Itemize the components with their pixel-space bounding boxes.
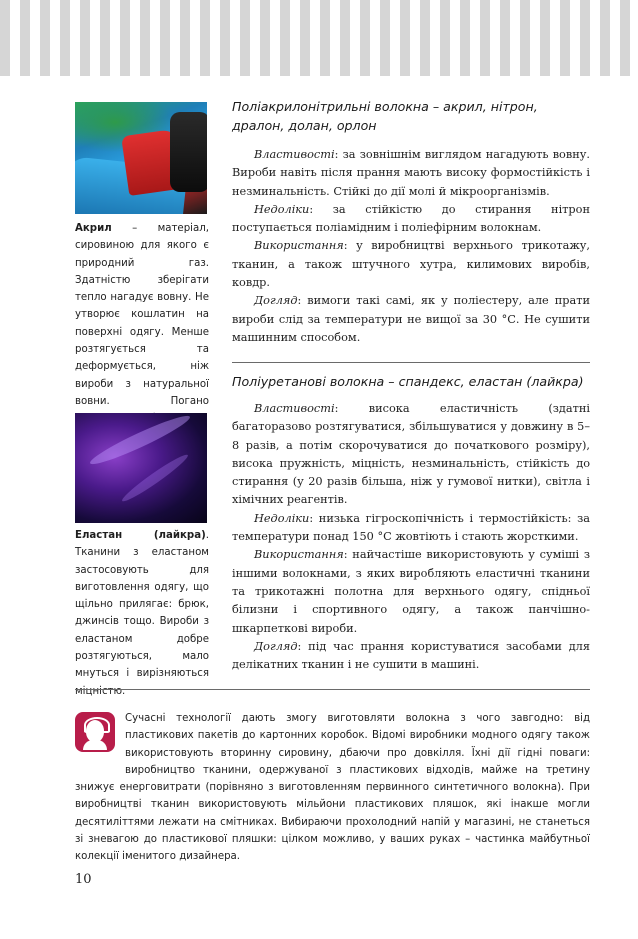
acrylic-description: – матеріал, сировиною для якого є природний газ. Здатністю зберігати тепло нагадує вовну. Не утворює кошлатин на поверхні одягу. Менше розтягується та деформується, ніж вироби з натуральної вовни. Погано: [75, 223, 209, 407]
section2-paragraph: [232, 510, 590, 547]
section1-paragraph: [232, 146, 590, 201]
section2-label: Догляд: [254, 639, 298, 653]
elastane-fabric-photo: [75, 413, 207, 523]
footer-note: [75, 710, 590, 866]
section1-text: : за стійкістю до стирання нітрон поступається поліамідним і поліефірним волокнам.: [232, 202, 590, 235]
decorative-header-stripes: [0, 0, 638, 76]
section2-paragraph: [232, 546, 590, 637]
elastane-term: Еластан (лайкра): [75, 530, 206, 541]
section1-text: : вимоги такі самі, як у поліестеру, але прати вироби слід за температури не вищої за 30 °С. Не сушити машинним способом.: [232, 294, 590, 344]
section1-label: Догляд: [254, 294, 298, 308]
elastane-sidenote: [75, 527, 209, 700]
section1-heading: Поліакрилонітрильні волокна – акрил, нітрон, дралон, долан, орлон: [232, 99, 538, 133]
section2-body: [232, 400, 590, 674]
footer-divider: [75, 689, 590, 690]
acrylic-sidenote: [75, 220, 209, 428]
section2-paragraph: [232, 400, 590, 510]
section2-text: : під час прання користуватися засобами для делікатних тканин і не сушити в машині.: [232, 639, 590, 672]
section1-text: : у виробництві верхнього трикотажу, тканин, а також штучного хутра, килимових виробів, ковдр.: [232, 239, 590, 290]
page-number: 10: [75, 872, 92, 887]
section2-paragraph: [232, 638, 590, 675]
acrylic-fabric-photo: [75, 102, 207, 214]
section1-label: Властивості: [254, 148, 335, 161]
section1-paragraph: [232, 201, 590, 238]
section1-body: [232, 146, 590, 347]
section1-paragraph: [232, 292, 590, 347]
section2-text: : найчастіше використовують у суміші з іншими волокнами, з яких виробляють еластичні тканини та трикотажні полотна для верхнього одягу, спідньої білизни і спортивного одягу, а також панчішно-шкарпеткові вироби.: [232, 548, 590, 635]
section2-text: : висока еластичність (здатні багаторазово розтягуватися, збільшуватися у довжину в 5–8 разів, а потім скорочуватися до початкового розміру), висока пружність, міцність, незминальність, стійкість до стирання (у 20 разів більша, ніж у гумової нитки), світла і хімічних реагентів.: [232, 402, 590, 507]
elastane-description: . Тканини з еластаном застосовують для виготовлення одягу, що щільно прилягає: брюк, джинсів тощо. Вироби з еластаном добре розтягуються, мало мнуться і вирізняються міцністю.: [75, 530, 209, 697]
section2-heading: Поліуретанові волокна – спандекс, еластан (лайкра): [232, 374, 584, 389]
section-divider: [232, 362, 590, 363]
section2-label: Властивості: [254, 402, 335, 415]
footer-text: Сучасні технології дають змогу виготовляти волокна з чого завгодно: від пластикових пакетів до картонних коробок. Відомі виробники модного одягу також використовують вторинну сировину, дбаючи про довкілля. Їхні дії гідні поваги: виробництво тканини, одержуваної з пластикових відходів, майже на третину знижує енерговитрати (порівняно з виготовленням первинного синтетичного волокна). При виробництві тканин використовують мільйони пластикових пляшок, які інакше могли десятиліттями лежати на смітниках. Вибираючи прохолодний напій у магазині, не станеться зі зневагою до пластикової пляшки: цілком можливо, у ваших руках – частинка майбутньої колекції іменитого дизайнера.: [75, 713, 590, 863]
section1-text: : за зовнішнім виглядом нагадують вовну. Вироби навіть після прання мають високу формостійкість і незминальність. Стійкі до дії молі й мікроорганізмів.: [232, 148, 590, 198]
section1-label: Недоліки: [254, 202, 310, 216]
section1-paragraph: [232, 237, 590, 292]
section2-label: Недоліки: [254, 511, 310, 525]
acrylic-term: Акрил: [75, 223, 112, 234]
section1-label: Використання: [254, 239, 344, 253]
section2-label: Використання: [254, 548, 344, 562]
section2-text: : низька гігроскопічність і термостійкість: за температури понад 150 °С жовтіють і стають жорсткими.: [232, 511, 590, 544]
